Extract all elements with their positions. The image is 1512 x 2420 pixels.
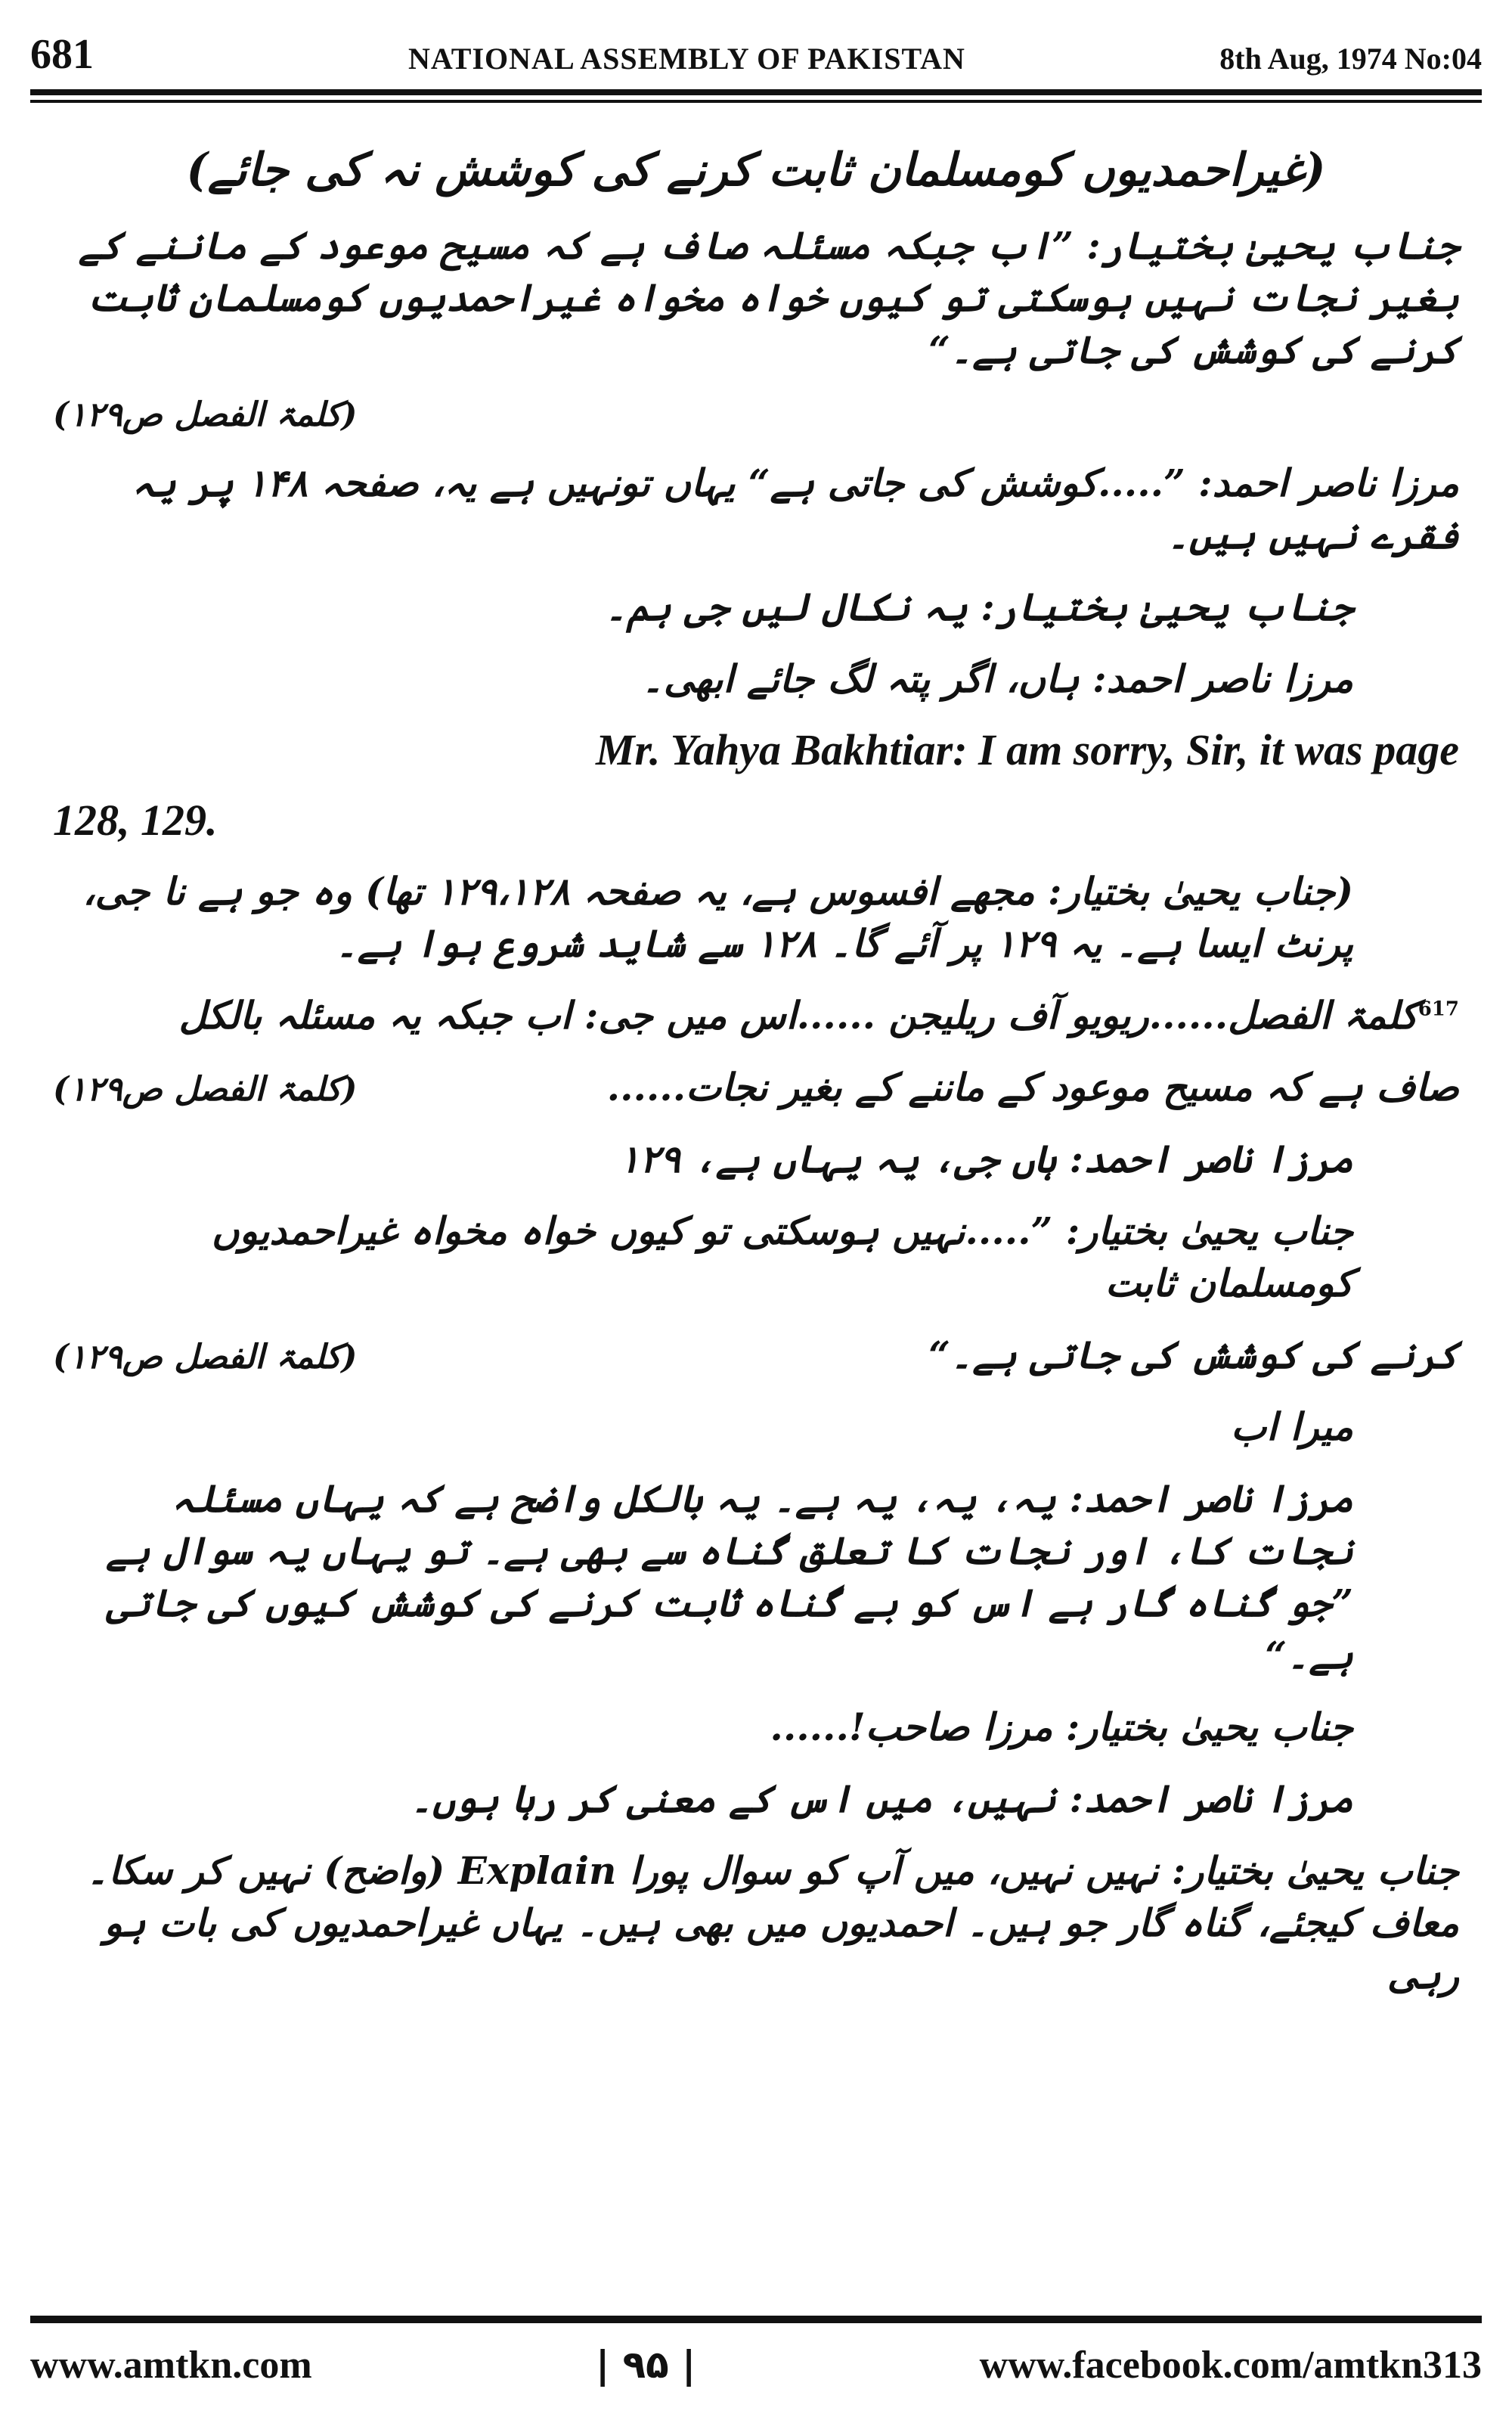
paragraph: (جناب یحییٰ بختیار: مجھے افسوس ہے، یہ صفحہ ۱۲۹،۱۲۸ تھا) وہ جو ہے نا جی، پرنٹ ایسا ہے۔ یہ ۱۲۹ پر آئے گا۔ ۱۲۸ سے شاید شروع ہوا ہے۔ (82, 869, 1353, 966)
english-line: Mr. Yahya Bakhtiar: I am sorry, Sir, it was page (595, 725, 1459, 774)
paragraph: صاف ہے کہ مسیح موعود کے ماننے کے بغیر نجات...... (606, 1065, 1459, 1109)
citation: (کلمۃ الفصل ص۱۲۹) (53, 396, 358, 434)
footer-rule (30, 2316, 1482, 2323)
citation: (کلمۃ الفصل ص۱۲۹) (53, 1070, 358, 1109)
page-number: 681 (30, 31, 94, 78)
header-rule-thin (30, 100, 1482, 103)
footer-link-facebook[interactable]: www.facebook.com/amtkn313 (979, 2343, 1482, 2387)
paragraph: جناب یحییٰ بختیار: ”.....نہیں ہوسکتی تو کیوں خواہ مخواہ غیراحمدیوں کومسلمان ثابت (211, 1208, 1353, 1305)
paragraph (53, 989, 1459, 1041)
paragraph: میرا اب (1231, 1404, 1353, 1449)
footer-page-marker: | ۹۵ | (595, 2343, 696, 2387)
paragraph: جناب یحییٰ بختیار: نہیں نہیں، میں آپ کو سوال پورا Explain (واضح) نہیں کر سکا۔ معاف کیجئے، گناہ گار جو ہیں۔ احمدیوں میں بھی ہیں۔ یہاں غیراحمدیوں کی بات ہو رہی (86, 1848, 1459, 1997)
english-line: 128, 129. (53, 796, 218, 845)
section-heading: (غیراحمدیوں کومسلمان ثابت کرنے کی کوشش نہ کی جائے) (186, 144, 1326, 197)
header-date: 8th Aug, 1974 No:04 (1219, 42, 1482, 76)
page-footer (30, 2338, 1482, 2391)
paragraph: مرزا ناصر احمد: یہ، یہ، یہ ہے۔ یہ بالکل واضح ہے کہ یہاں مسئلہ نجات کا، اور نجات کا تعلق گناہ سے بھی ہے۔ تو یہاں یہ سوال ہے ”جو گناہ گار ہے اس کو بے گناہ ثابت کرنے کی کوشش کیوں کی جاتی ہے۔“ (106, 1476, 1353, 1677)
paragraph: مرزا ناصر احمد: ”.....کوشش کی جاتی ہے“ یہاں تونہیں ہے یہ، صفحہ ۱۴۸ پر یہ فقرے نہیں ہیں۔ (132, 461, 1459, 557)
page-body (53, 144, 1459, 2021)
footnote-marker: 617 (1418, 997, 1459, 1021)
paragraph: کرنے کی کوشش کی جاتی ہے۔“ (928, 1333, 1459, 1377)
paragraph-row (53, 1329, 1459, 1381)
citation: (کلمۃ الفصل ص۱۲۹) (53, 1338, 358, 1376)
paragraph: جناب یحییٰ بختیار: یہ نکال لیں جی ہم۔ (605, 585, 1353, 629)
paragraph: مرزا ناصر احمد: ہاں، اگر پتہ لگ جائے ابھی۔ (641, 656, 1353, 701)
paragraph: مرزا ناصر احمد: نہیں، میں اس کے معنی کر رہا ہوں۔ (410, 1776, 1353, 1821)
header-title: NATIONAL ASSEMBLY OF PAKISTAN (408, 42, 965, 76)
footer-link-website[interactable]: www.amtkn.com (30, 2343, 312, 2387)
paragraph: مرزا ناصر احمد: ہاں جی، یہ یہاں ہے، ۱۲۹ (619, 1137, 1353, 1181)
paragraph-row (53, 1061, 1459, 1113)
page-header (30, 30, 1482, 83)
paragraph-text: کلمۃ الفصل......ریویو آف ریلیجن ......اس میں جی: اب جبکہ یہ مسئلہ بالکل (178, 993, 1418, 1038)
paragraph: جناب یحییٰ بختیار: مرزا صاحب!...... (770, 1705, 1353, 1749)
paragraph: جناب یحییٰ بختیار: ”اب جبکہ مسئلہ صاف ہے کہ مسیح موعود کے ماننے کے بغیر نجات نہیں ہوسکتی تو کیوں خواہ مخواہ غیراحمدیوں کومسلمان ثابت کرنے کی کوشش کی جاتی ہے۔“ (78, 223, 1459, 372)
header-rule (30, 89, 1482, 95)
